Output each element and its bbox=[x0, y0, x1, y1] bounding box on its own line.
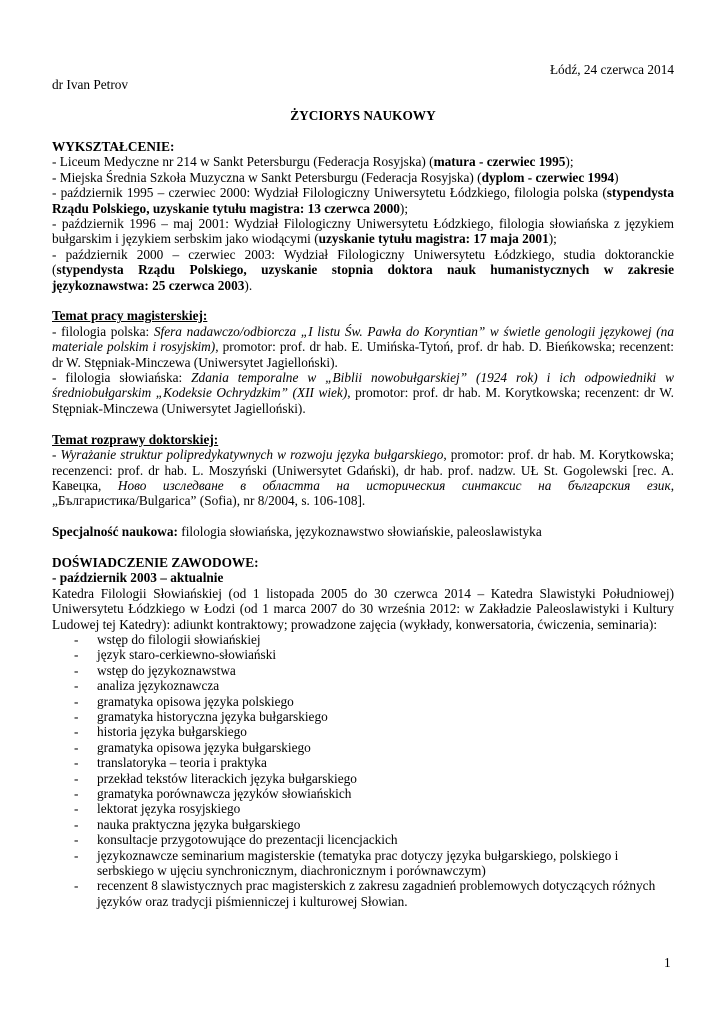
master-thesis-item: - filologia polska: Sfera nadawczo/odbiorcza „I listu Św. Pawła do Koryntian” w świetle genologii językowej (na materiale polskim i rosyjskim), promotor: prof. dr hab. E. Umińska-Tytoń, prof. dr hab. D. Bieńkowska; recenzent: dr W. Stępniak-Minczewa (Uniwersytet Jagielloński). bbox=[52, 323, 674, 370]
course-item: - gramatyka opisowa języka bułgarskiego bbox=[74, 739, 311, 755]
course-item: - językoznawcze seminarium magisterskie (tematyka prac dotyczy języka bułgarskiego, polskiego i serbskiego w ujęciu synchronicznym, diachronicznym i porównawczym) bbox=[74, 847, 619, 879]
course-item: - lektorat języka rosyjskiego bbox=[74, 801, 241, 817]
course-item: - translatoryka – teoria i praktyka bbox=[74, 755, 267, 771]
course-item: - analiza językoznawcza bbox=[74, 678, 220, 694]
place-date: Łódź, 24 czerwca 2014 bbox=[549, 62, 674, 77]
education-item: - Miejska Średnia Szkoła Muzyczna w Sankt Petersburgu (Federacja Rosyjska) (dyplom - czerwiec 1994) bbox=[52, 169, 619, 185]
master-thesis-heading: Temat pracy magisterskiej: bbox=[52, 308, 208, 324]
course-item: - nauka praktyczna języka bułgarskiego bbox=[74, 816, 301, 832]
specialty-label: Specjalność naukowa: bbox=[52, 524, 178, 540]
course-item: - recenzent 8 slawistycznych prac magisterskich z zakresu zagadnień problemowych dotyczących różnych języków oraz tradycji piśmienniczej i kulturowej Słowian. bbox=[74, 878, 656, 909]
course-item: - przekład tekstów literackich języka bułgarskiego bbox=[74, 770, 357, 786]
education-item: - październik 1995 – czerwiec 2000: Wydział Filologiczny Uniwersytetu Łódzkiego, filologia polska (stypendysta Rządu Polskiego, uzyskanie tytułu magistra: 13 czerwca 2000); bbox=[52, 185, 674, 216]
course-item: - wstęp do językoznawstwa bbox=[74, 662, 236, 678]
document-page bbox=[52, 62, 674, 909]
doctoral-thesis-item: - Wyrażanie struktur polipredykatywnych w rozwoju języka bułgarskiego, promotor: prof. dr hab. M. Korytkowska; recenzenci: prof. dr hab. L. Moszyński (Uniwersytet Gdański), dr hab. prof. nadzw. UŁ St. Gogolewski [rec. A. Кавецка, Ново изследване в областта на историческия синтаксис на българския език, „Българистика/Bulgarica” (Sofia), nr 8/2004, s. 106-108]. bbox=[52, 447, 675, 509]
specialty bbox=[52, 524, 674, 539]
course-item: - gramatyka porównawcza języków słowiańskich bbox=[74, 786, 352, 801]
course-item: - wstęp do filologii słowiańskiej bbox=[74, 631, 261, 647]
course-item: - konsultacje przygotowujące do prezentacji licencjackich bbox=[74, 832, 398, 848]
course-item: - historia języka bułgarskiego bbox=[74, 724, 247, 740]
experience-description: Katedra Filologii Słowiańskiej (od 1 listopada 2005 do 30 czerwca 2014 – Katedra Slawistyki Południowej) Uniwersytetu Łódzkiego w Łodzi (od 1 marca 2007 do 30 września 2012: w Zakładzie Paleoslawistyki i Kultury Ludowej tej Katedry): adiunkt kontraktowy; prowadzone zajęcia (wykłady, konwersatoria, ćwiczenia, seminaria): bbox=[52, 585, 674, 632]
course-item: - język staro-cerkiewno-słowiański bbox=[74, 647, 277, 663]
experience-period: - październik 2003 – aktualnie bbox=[52, 570, 224, 586]
education-item: - październik 1996 – maj 2001: Wydział Filologiczny Uniwersytetu Łódzkiego, filologia słowiańska z językiem bułgarskim i językiem serbskim jako wiodącymi (uzyskanie tytułu magistra: 17 maja 2001); bbox=[52, 216, 674, 247]
course-item: - gramatyka opisowa języka polskiego bbox=[74, 693, 294, 709]
education-item: - Liceum Medyczne nr 214 w Sankt Petersburgu (Federacja Rosyjska) (matura - czerwiec 1995); bbox=[52, 154, 574, 170]
education-heading: WYKSZTAŁCENIE: bbox=[52, 139, 175, 154]
experience-heading: DOŚWIADCZENIE ZAWODOWE: bbox=[52, 554, 259, 570]
courses-list bbox=[52, 632, 674, 909]
document-title: ŻYCIORYS NAUKOWY bbox=[290, 108, 436, 124]
master-thesis-item: - filologia słowiańska: Zdania temporalne w „Biblii nowobułgarskiej” (1924 rok) i ich odpowiedniki w średniobułgarskim „Kodeksie Ochrydzkim” (XII wiek), promotor: prof. dr hab. M. Korytkowska; recenzent: dr W. Stępniak-Minczewa (Uniwersytet Jagielloński). bbox=[52, 370, 674, 416]
page-number: 1 bbox=[664, 955, 671, 970]
doctoral-thesis-heading: Temat rozprawy doktorskiej: bbox=[52, 431, 219, 447]
course-item: - gramatyka historyczna języka bułgarskiego bbox=[74, 708, 328, 724]
author-name: dr Ivan Petrov bbox=[52, 77, 129, 93]
education-item: - październik 2000 – czerwiec 2003: Wydział Filologiczny Uniwersytetu Łódzkiego, studia doktoranckie (stypendysta Rządu Polskiego, uzyskanie stopnia doktora nauk humanistycznych w zakresie językoznawstwa: 25 czerwca 2003). bbox=[52, 246, 674, 293]
specialty-value: filologia słowiańska, językoznawstwo słowiańskie, paleoslawistyka bbox=[177, 524, 542, 540]
